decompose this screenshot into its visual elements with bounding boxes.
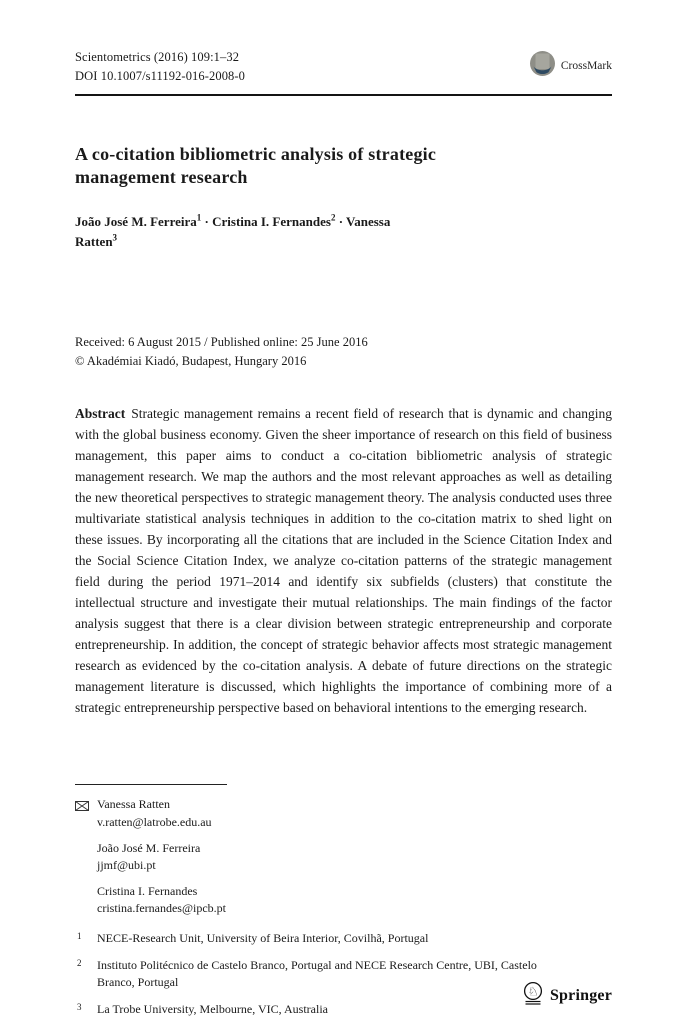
author-name: Cristina I. Fernandes$^2$ · — [212, 212, 347, 230]
affiliation-text: NECE-Research Unit, University of Beira Interior, Covilhã, Portugal — [97, 930, 429, 945]
correspondence-entry — [75, 840, 612, 874]
crossmark-icon — [529, 50, 556, 82]
copyright-line: © Akadémiai Kiadó, Budapest, Hungary 2016 — [75, 354, 307, 369]
affiliation-marker: 1 — [77, 930, 82, 941]
correspondent-email[interactable]: jjmf@ubi.pt — [97, 857, 156, 872]
correspondent-email[interactable]: v.ratten@latrobe.edu.au — [97, 814, 212, 829]
affiliation-text: Instituto Politécnico de Castelo Branco, Portugal and NECE Research Centre, UBI, Castelo Branco, Portugal — [97, 957, 537, 989]
affiliation-entry — [75, 1001, 545, 1018]
affiliation-marker: 2 — [77, 957, 82, 968]
crossmark-label: CrossMark — [560, 60, 612, 72]
footnote-divider — [75, 784, 227, 785]
abstract-label: Abstract — [75, 405, 126, 421]
abstract-text: Strategic management remains a recent field of research that is dynamic and changing with the global business economy. Given the sheer importance of research on this field of business management, this paper aims to conduct a co-citation bibliometric analysis of strategic management research. We map the authors and the most relevant approaches as well as detailing the new theoretical perspectives to strategic management theory. The analysis conducted uses three multivariate statistical analysis techniques in addition to the co-citation matrix to shed light on these issues. By incorporating all the citations that are included in the Science Citation Index and the Social Science Citation Index, we analyze co-citation patterns of the strategic management field during the period 1971–2014 and identify six subfields (clusters) that constitute the intellectual structure and investigate their mutual relationships. The main findings of the factor analysis suggest that there is a clear division between strategic entrepreneurship and corporate entrepreneurship. In addition, the concept of strategic behavior affects most strategic management research as evidenced by the co-citation analysis. A debate of future directions on the strategic management literature is discussed, which highlights the importance of combining more of a strategic entrepreneurship perspective based on behavioral intentions to the emerging research. — [75, 405, 612, 716]
paper-title: A co-citation bibliometric analysis of strategic management research — [75, 143, 437, 187]
author-name: Vanessa Ratten$^3$ — [75, 214, 391, 249]
svg-text:♘: ♘ — [527, 984, 539, 999]
springer-wordmark: Springer — [549, 986, 612, 1004]
envelope-icon — [75, 799, 89, 816]
correspondent-name: João José M. Ferreira — [97, 840, 201, 855]
correspondence-entry — [75, 796, 612, 830]
journal-reference: Scientometrics (2016) 109:1–32 — [75, 50, 240, 64]
authors-line — [75, 212, 435, 251]
journal-info — [75, 48, 245, 86]
author-separator: · — [335, 214, 347, 230]
author-affiliation-marker: 1 — [196, 212, 202, 223]
publication-dates — [75, 333, 612, 371]
abstract — [75, 403, 612, 719]
springer-logo — [522, 981, 612, 1010]
author-affiliation-marker: 3 — [112, 232, 118, 243]
affiliation-text: La Trobe University, Melbourne, VIC, Australia — [97, 1001, 328, 1016]
correspondent-email[interactable]: cristina.fernandes@ipcb.pt — [97, 900, 227, 915]
correspondence-entry — [75, 883, 612, 917]
received-line: Received: 6 August 2015 / Published online: 25 June 2016 — [75, 335, 368, 350]
header-rule — [75, 94, 612, 96]
correspondence-block — [75, 796, 612, 916]
author-name: João José M. Ferreira$^1$ · — [75, 212, 213, 230]
crossmark-badge[interactable] — [529, 50, 612, 82]
springer-horse-icon — [522, 981, 544, 1010]
page-footer — [522, 981, 612, 1010]
correspondent-name: Cristina I. Fernandes — [97, 883, 198, 898]
affiliation-entry — [75, 957, 545, 991]
doi: DOI 10.1007/s11192-016-2008-0 — [75, 68, 246, 83]
correspondent-name: Vanessa Ratten — [97, 797, 170, 812]
page-header — [75, 48, 612, 86]
author-affiliation-marker: 2 — [330, 212, 336, 223]
affiliation-marker: 3 — [77, 1001, 82, 1012]
affiliation-entry — [75, 930, 545, 947]
author-separator: · — [201, 214, 213, 230]
